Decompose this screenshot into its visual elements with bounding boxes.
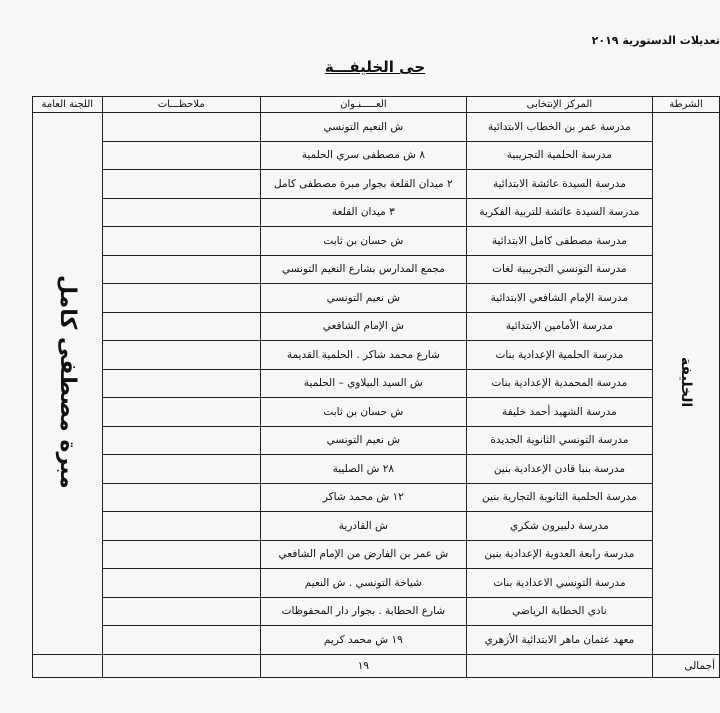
center-address: ٢ ميدان القلعة بجوار مبرة مصطفى كامل — [260, 170, 466, 199]
center-name: مدرسة رابعة العدوية الإعدادية بنين — [466, 540, 652, 569]
notes-cell — [102, 597, 260, 626]
notes-cell — [102, 512, 260, 541]
table-row — [33, 512, 720, 541]
notes-cell — [102, 569, 260, 598]
table-row — [33, 626, 720, 655]
center-name: مدرسة الحلمية التجريبية — [466, 141, 652, 170]
notes-cell — [102, 284, 260, 313]
center-name: مدرسة الشهيد أحمد خليفة — [466, 398, 652, 427]
notes-cell — [102, 626, 260, 655]
total-committee-cell — [33, 654, 103, 677]
center-name: نادي الحطابة الرياضي — [466, 597, 652, 626]
center-address: ١٩ ش محمد كريم — [260, 626, 466, 655]
notes-cell — [102, 426, 260, 455]
center-address: شياخة التونسي . ش النعيم — [260, 569, 466, 598]
center-address: ش نعيم التونسي — [260, 284, 466, 313]
center-address: ش القادرية — [260, 512, 466, 541]
polling-centers-table — [32, 96, 720, 678]
center-name: مدرسة مصطفى كامل الابتدائية — [466, 227, 652, 256]
notes-cell — [102, 141, 260, 170]
district-cell — [653, 113, 720, 655]
table-row — [33, 597, 720, 626]
table-row — [33, 341, 720, 370]
table-row — [33, 198, 720, 227]
center-address: مجمع المدارس بشارع النعيم التونسي — [260, 255, 466, 284]
center-address: ش حسان بن ثابت — [260, 227, 466, 256]
table-row — [33, 455, 720, 484]
notes-cell — [102, 227, 260, 256]
center-address: ش عمر بن الفارض من الإمام الشافعي — [260, 540, 466, 569]
table-row — [33, 113, 720, 142]
notes-cell — [102, 198, 260, 227]
center-address: ٣ ميدان القلعة — [260, 198, 466, 227]
table-row — [33, 141, 720, 170]
center-name: مدرسة الأمامين الابتدائية — [466, 312, 652, 341]
center-address: ش حسان بن ثابت — [260, 398, 466, 427]
col-center: المركز الإنتخابى — [466, 97, 652, 113]
notes-cell — [102, 369, 260, 398]
center-name: معهد عثمان ماهر الابتدائية الأزهري — [466, 626, 652, 655]
center-name: مدرسة الإمام الشافعي الابتدائية — [466, 284, 652, 313]
table-row — [33, 284, 720, 313]
committee-cell — [33, 113, 103, 655]
table-row — [33, 426, 720, 455]
total-row — [33, 654, 720, 677]
district-name: الخليفة — [678, 356, 694, 407]
table-row — [33, 312, 720, 341]
col-district: الشرطة — [653, 97, 720, 113]
col-notes: ملاحظـــات — [102, 97, 260, 113]
center-name: مدرسة الحلمية الثانوية التجارية بنين — [466, 483, 652, 512]
notes-cell — [102, 540, 260, 569]
notes-cell — [102, 455, 260, 484]
notes-cell — [102, 483, 260, 512]
table-row — [33, 398, 720, 427]
table-body — [33, 113, 720, 655]
center-address: ١٢ ش محمد شاكر — [260, 483, 466, 512]
center-address: ش النعيم التونسي — [260, 113, 466, 142]
notes-cell — [102, 312, 260, 341]
table-row — [33, 255, 720, 284]
notes-cell — [102, 341, 260, 370]
center-address: ش نعيم التونسي — [260, 426, 466, 455]
center-name: مدرسة المحمدية الإعدادية بنات — [466, 369, 652, 398]
center-name: مدرسة بنبا قادن الإعدادية بنين — [466, 455, 652, 484]
notes-cell — [102, 170, 260, 199]
notes-cell — [102, 398, 260, 427]
center-address: ش الإمام الشافعي — [260, 312, 466, 341]
center-name: مدرسة التونسي الاعدادية بنات — [466, 569, 652, 598]
total-label: أجمالى — [653, 654, 720, 677]
center-name: مدرسة دلبيرون شكري — [466, 512, 652, 541]
section-title: حى الخليفـــة — [324, 58, 426, 76]
general-committee-name: مبرة مصطفى كامل — [54, 274, 80, 489]
center-name: مدرسة التونسي التجريبية لغات — [466, 255, 652, 284]
table-row — [33, 540, 720, 569]
center-name: مدرسة السيدة عائشة للتربية الفكرية — [466, 198, 652, 227]
center-name: مدرسة عمر بن الخطاب الابتدائية — [466, 113, 652, 142]
total-notes-cell — [102, 654, 260, 677]
col-committee: اللجنة العامة — [33, 97, 103, 113]
notes-cell — [102, 113, 260, 142]
col-address: العـــــنـوان — [260, 97, 466, 113]
center-name: مدرسة السيدة عائشة الابتدائية — [466, 170, 652, 199]
center-address: ٨ ش مصطفى سري الحلمية — [260, 141, 466, 170]
total-center-cell — [466, 654, 652, 677]
table-row — [33, 483, 720, 512]
table-row — [33, 569, 720, 598]
table-row — [33, 170, 720, 199]
center-name: مدرسة الحلمية الإعدادية بنات — [466, 341, 652, 370]
table-row — [33, 227, 720, 256]
table-header-row — [33, 97, 720, 113]
total-value: ١٩ — [260, 654, 466, 677]
center-name: مدرسة التونسي الثانوية الجديدة — [466, 426, 652, 455]
center-address: ٢٨ ش الصليبة — [260, 455, 466, 484]
center-address: ش السيد البيلاوي – الحلمية — [260, 369, 466, 398]
center-address: شارع محمد شاكر . الحلمية القديمة — [260, 341, 466, 370]
notes-cell — [102, 255, 260, 284]
table-row — [33, 369, 720, 398]
page-header: تعديلات الدستورية ٢٠١٩ — [591, 34, 720, 47]
center-address: شارع الحطابة . بجوار دار المحفوظات — [260, 597, 466, 626]
